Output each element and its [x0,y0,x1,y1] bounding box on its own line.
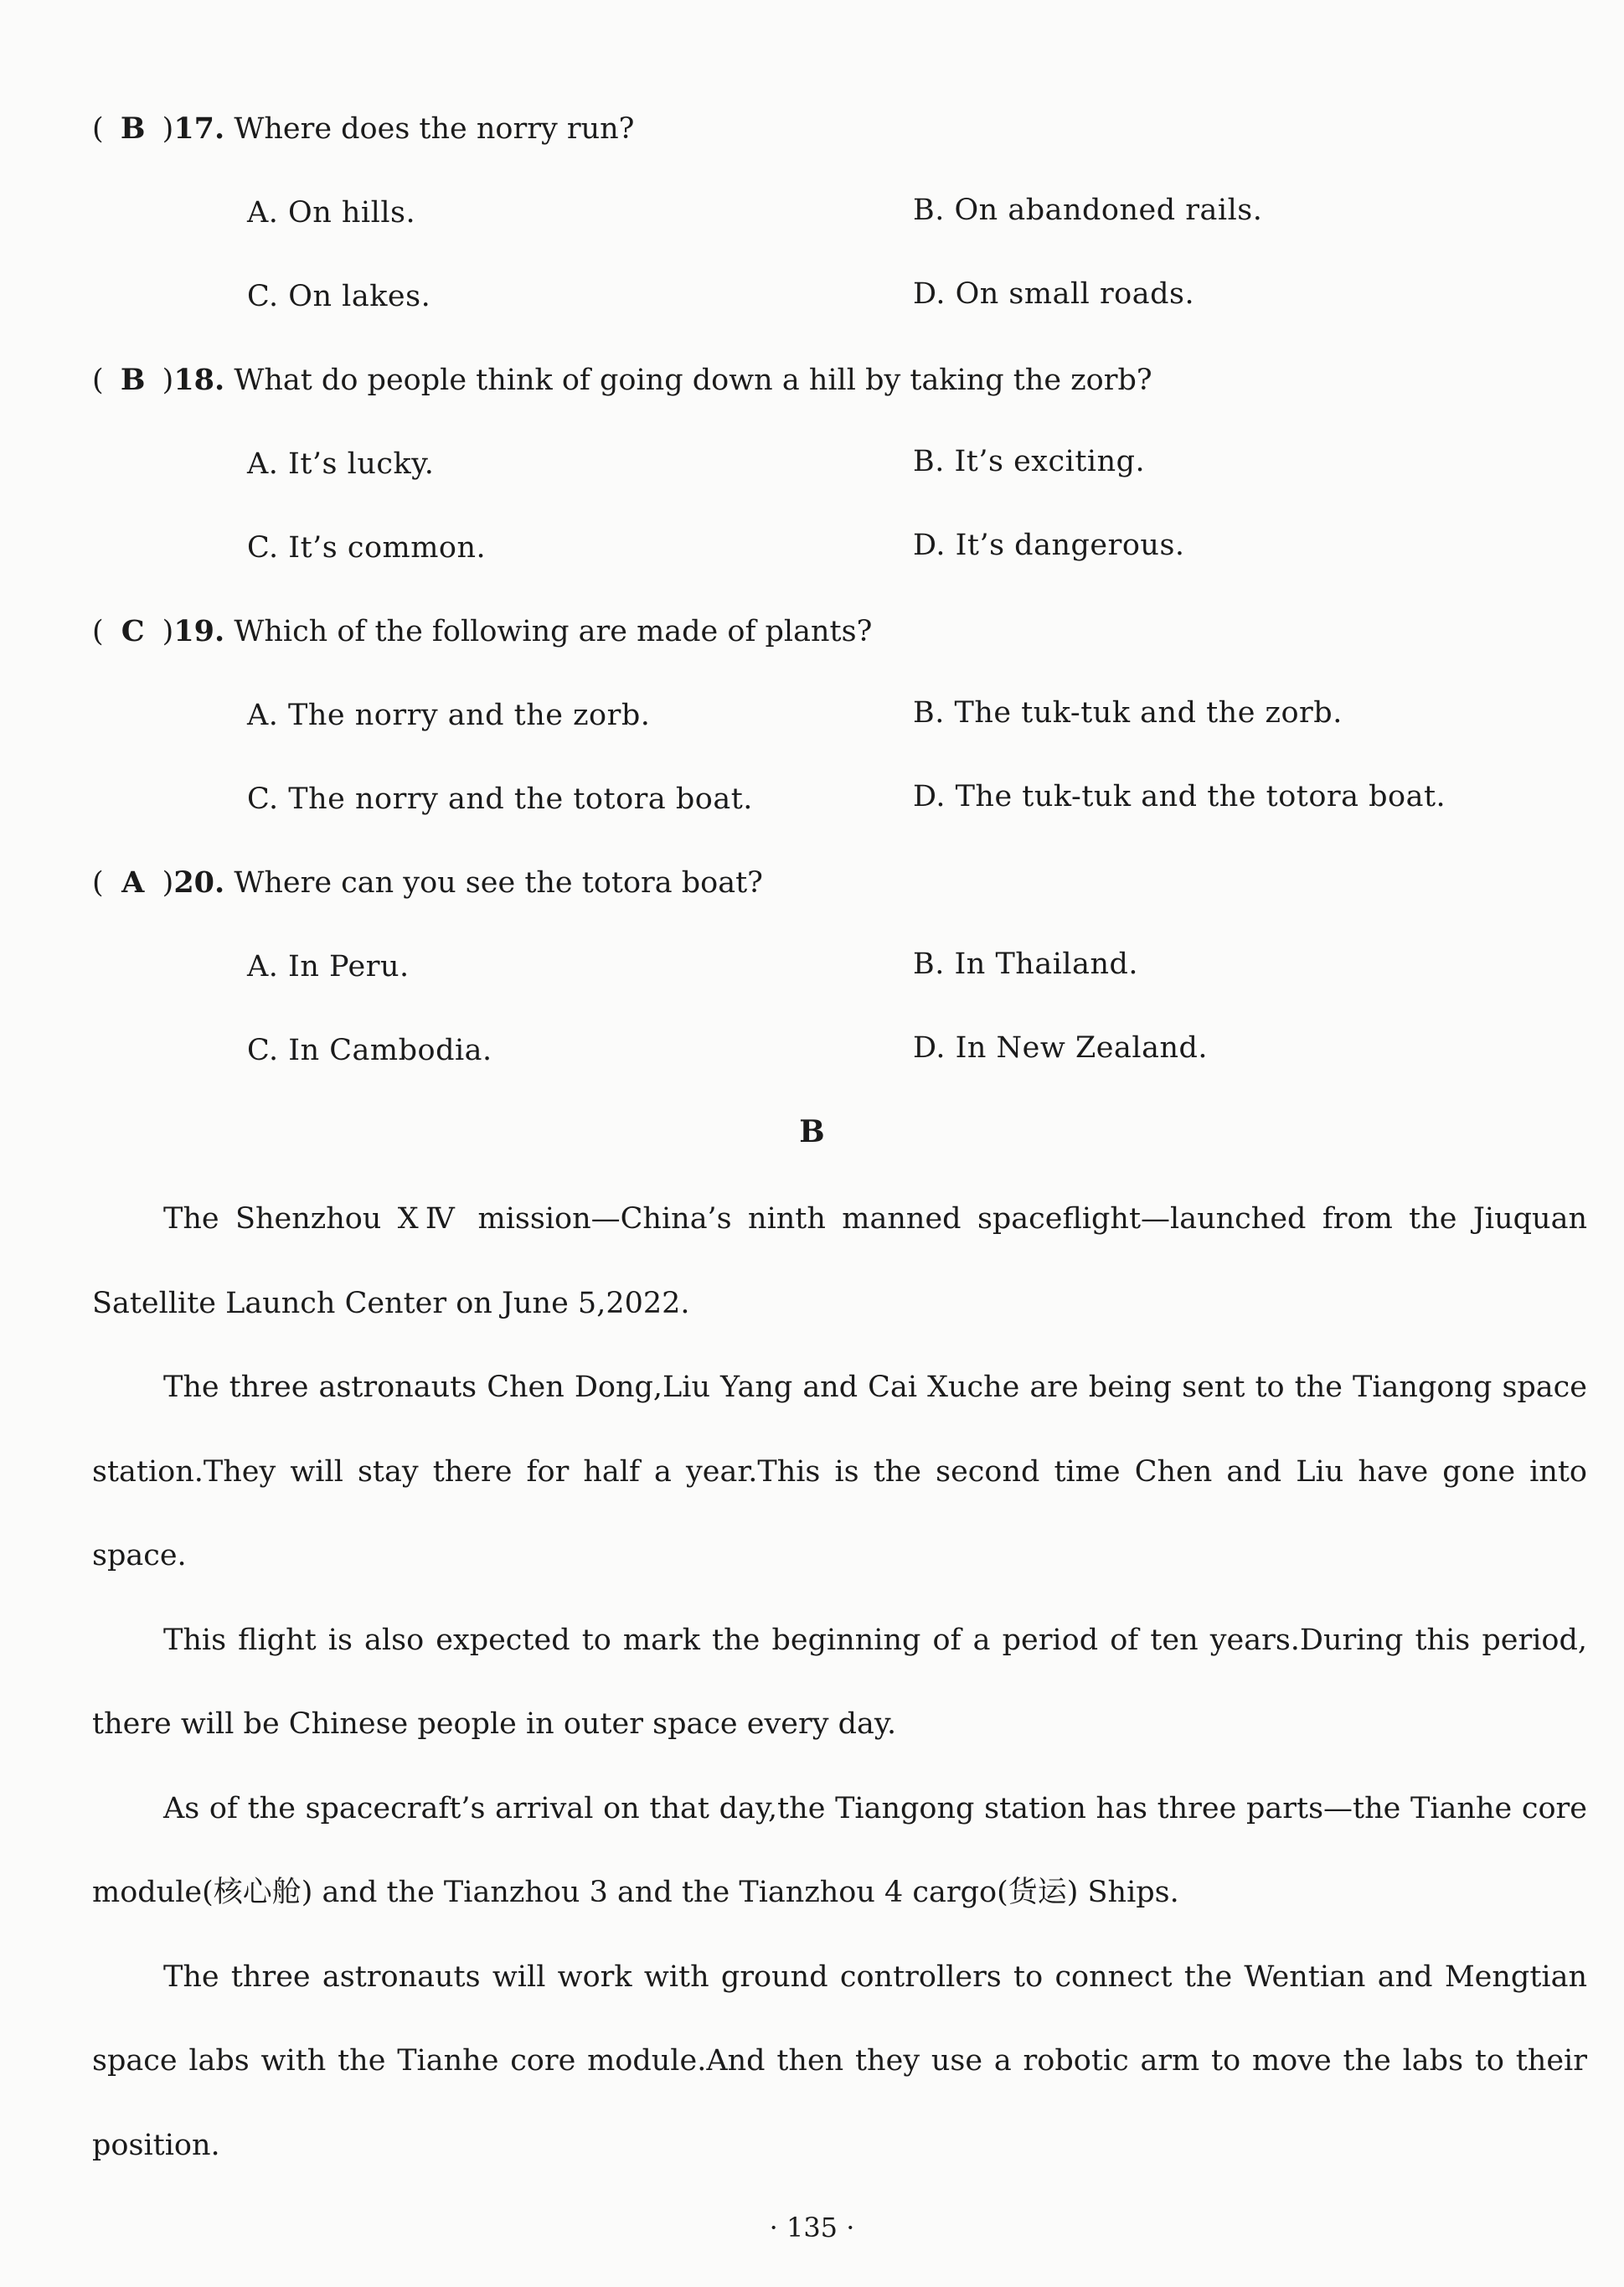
passage-paragraph: The Shenzhou ⅩⅣ mission—China’s ninth manned spaceflight—launched from the Jiuquan Satellite Launch Center on June 5,2022. [92,1202,1587,1320]
question-number: 17. [173,111,225,146]
option-a: A. The norry and the zorb. [247,699,651,732]
answer-mark: C [121,614,145,648]
question-17: ( B )17. Where does the norry run? [92,109,634,149]
reading-passage [92,1177,1587,2187]
option-c: C. It’s common. [247,531,487,565]
option-d: D. In New Zealand. [913,1031,1209,1065]
passage-paragraph: As of the spacecraft’s arrival on that day,the Tiangong station has three parts—the Tianhe core module(核心舱) and the Tianzhou 3 and the Tianzhou 4 cargo(货运) Ships. [92,1791,1587,1909]
option-a: A. On hills. [247,196,416,230]
passage-paragraph: This flight is also expected to mark the beginning of a period of ten years.During this period, there will be Chinese people in outer space every day. [92,1623,1587,1741]
option-b: B. It’s exciting. [913,445,1146,478]
option-a: A. It’s lucky. [247,447,435,481]
answer-mark: A [121,865,145,900]
question-text: What do people think of going down a hill by taking the zorb? [234,364,1152,397]
passage-paragraph: The three astronauts Chen Dong,Liu Yang and Cai Xuche are being sent to the Tiangong space station.They will stay there for half a year.This is the second time Chen and Liu have gone into space. [92,1371,1587,1572]
section-title: B [799,1114,825,1149]
question-number: 18. [173,363,225,397]
option-c: C. On lakes. [247,280,431,313]
question-text: Where can you see the totora boat? [234,866,763,900]
answer-mark: B [120,111,146,146]
question-text: Which of the following are made of plants? [234,615,873,648]
question-number: 19. [173,614,225,648]
question-19: ( C )19. Which of the following are made of plants? [92,612,872,652]
option-c: C. The norry and the totora boat. [247,782,753,816]
option-c: C. In Cambodia. [247,1034,492,1067]
option-b: B. The tuk-tuk and the zorb. [913,696,1343,730]
option-a: A. In Peru. [247,950,410,983]
option-b: B. In Thailand. [913,947,1139,981]
option-d: D. The tuk-tuk and the totora boat. [913,780,1446,813]
option-d: D. On small roads. [913,277,1195,311]
question-text: Where does the norry run? [234,112,635,146]
option-d: D. It’s dangerous. [913,529,1185,562]
question-20: ( A )20. Where can you see the totora boat? [92,863,763,903]
page-number: · 135 · [769,2212,855,2243]
option-b: B. On abandoned rails. [913,194,1263,227]
answer-mark: B [120,363,146,397]
question-18: ( B )18. What do people think of going down a hill by taking the zorb? [92,360,1152,400]
question-number: 20. [173,865,225,900]
passage-paragraph: The three astronauts will work with ground controllers to connect the Wentian and Mengtian space labs with the Tianhe core module.And then they use a robotic arm to move the labs to their position. [92,1959,1587,2162]
